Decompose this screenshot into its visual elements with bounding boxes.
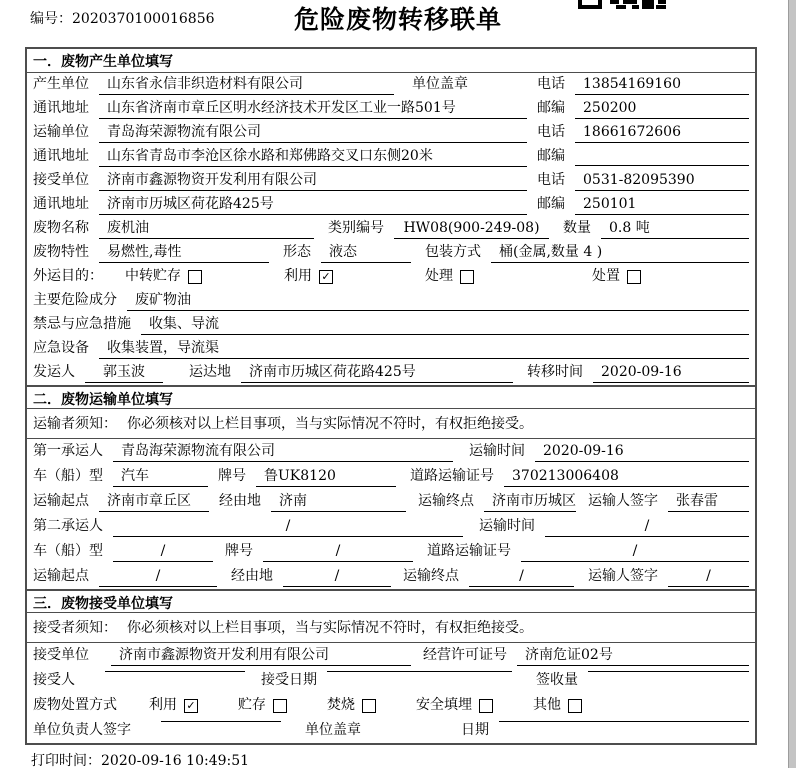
checkbox-checked-icon: ✓ [319, 270, 333, 284]
row-route1 [27, 489, 755, 514]
phone-label: 电话 [537, 124, 565, 140]
notice-text: 你必须核对以上栏目事项，当与实际情况不符时，有权拒绝接受。 [127, 620, 533, 636]
row-outbound-purpose [27, 265, 755, 289]
head-sign-value [161, 721, 281, 722]
permit2-value: / [521, 542, 749, 562]
checkbox-icon [460, 270, 474, 284]
option-label: 贮存 [238, 697, 266, 713]
section2-header: 二．废物运输单位填写 [27, 385, 755, 409]
option-transfer-storage [125, 267, 202, 286]
equipment-label: 应急设备 [33, 340, 89, 356]
row-receiver-address [27, 193, 755, 217]
quantity-label: 数量 [563, 220, 591, 236]
transporter-zip-value [575, 147, 749, 166]
phone-label: 电话 [537, 76, 565, 92]
transport-time2-value: / [545, 517, 749, 537]
license-label: 经营许可证号 [423, 647, 507, 663]
shipper-value: 郭玉波 [85, 363, 163, 383]
row-waste-property [27, 241, 755, 265]
disposal-label: 废物处置方式 [33, 697, 117, 713]
row-vehicle2 [27, 539, 755, 564]
origin-label: 运输起点 [33, 493, 89, 509]
option-label: 处置 [592, 268, 620, 284]
transporter-address-value: 山东省青岛市李沧区徐水路和郑佛路交叉口东侧20米 [99, 147, 527, 167]
vehicle2-value: / [113, 542, 213, 562]
phone-label: 电话 [537, 172, 565, 188]
accepting-unit-value: 济南市鑫源物资开发利用有限公司 [111, 646, 411, 666]
row-head-signature [27, 718, 755, 743]
quantity-value: 0.8 吨 [601, 219, 749, 239]
sign1-value: 张春雷 [668, 492, 749, 512]
unit-seal-label: 单位盖章 [305, 722, 361, 738]
via1-value: 济南 [271, 492, 406, 512]
section1-header: 一．废物产生单位填写 [27, 49, 755, 73]
address-label: 通讯地址 [33, 148, 89, 164]
print-time-value: 2020-09-16 10:49:51 [101, 753, 250, 769]
receiver-label: 接受单位 [33, 172, 89, 188]
row-disposal-method [27, 693, 755, 718]
option-label: 其他 [533, 697, 561, 713]
hazard-value: 废矿物油 [127, 291, 749, 311]
carrier2-label: 第二承运人 [33, 518, 103, 534]
producer-address-value: 山东省济南市章丘区明水经济技术开发区工业一路501号 [99, 99, 527, 119]
row-acceptor [27, 668, 755, 693]
sign2-value: / [668, 567, 749, 587]
terminus1-value: 济南市历城区 [484, 492, 576, 512]
producer-label: 产生单位 [33, 76, 89, 92]
origin-label: 运输起点 [33, 568, 89, 584]
option-label: 利用 [149, 697, 177, 713]
plate-label: 牌号 [218, 468, 246, 484]
hazardous-waste-transfer-form [25, 47, 757, 745]
row-transporter [27, 121, 755, 145]
form-label: 形态 [283, 244, 311, 260]
option-other [533, 696, 582, 715]
option-treat [425, 267, 474, 286]
checkbox-icon [362, 699, 376, 713]
notice-label: 运输者须知： [33, 416, 117, 432]
checkbox-icon [273, 699, 287, 713]
origin2-value: / [99, 567, 217, 587]
section3-header: 三．废物接受单位填写 [27, 589, 755, 613]
zip-label: 邮编 [537, 100, 565, 116]
transport-time-label: 运输时间 [479, 518, 535, 534]
producer-value: 山东省永信非织造材料有限公司 [99, 75, 394, 95]
terminus2-value: / [469, 567, 574, 587]
receiver-address-value: 济南市历城区荷花路425号 [99, 195, 527, 215]
plate-label: 牌号 [225, 543, 253, 559]
property-value: 易燃性,毒性 [99, 243, 269, 263]
acceptor-label: 接受人 [33, 672, 75, 688]
plate1-value: 鲁UK8120 [256, 467, 396, 487]
received-qty-value [588, 671, 749, 672]
option-label: 焚烧 [327, 697, 355, 713]
row-shipper [27, 361, 755, 385]
acceptor-value [105, 671, 245, 672]
transporter-phone-value: 18661672606 [575, 123, 749, 143]
print-time-line [31, 750, 249, 770]
transfer-date-label: 转移时间 [527, 364, 583, 380]
option-label: 利用 [284, 268, 312, 284]
date-label: 日期 [461, 722, 489, 738]
vehicle1-value: 汽车 [113, 467, 208, 487]
category-label: 类别编号 [328, 220, 384, 236]
carrier1-label: 第一承运人 [33, 443, 103, 459]
checkbox-icon [479, 699, 493, 713]
print-time-label: 打印时间： [31, 753, 101, 769]
option-utilize [284, 267, 333, 286]
row-emergency-equipment [27, 337, 755, 361]
option-dispose [592, 267, 641, 286]
row-accepting-unit [27, 643, 755, 668]
producer-phone-value: 13854169160 [575, 75, 749, 95]
carrier1-value: 青岛海荣源物流有限公司 [113, 442, 453, 462]
accept-date-label: 接受日期 [261, 672, 317, 688]
transporter-value: 青岛海荣源物流有限公司 [99, 123, 527, 143]
via2-value: / [283, 567, 391, 587]
checkbox-icon [568, 699, 582, 713]
date-value [499, 721, 749, 722]
equipment-value: 收集装置，导流渠 [99, 339, 749, 359]
permit1-value: 370213006408 [504, 467, 749, 487]
row-receiver-notice [27, 613, 755, 643]
terminus-label: 运输终点 [418, 493, 474, 509]
qr-code-fragment-icon [576, 0, 668, 11]
serial-label: 编号： [30, 11, 72, 27]
packaging-label: 包装方式 [425, 244, 481, 260]
checkbox-icon [627, 270, 641, 284]
road-permit-label: 道路运输证号 [410, 468, 494, 484]
transfer-date-value: 2020-09-16 [593, 363, 749, 383]
receiver-zip-value: 250101 [575, 195, 749, 215]
waste-name-label: 废物名称 [33, 220, 89, 236]
license-value: 济南危证02号 [517, 646, 749, 666]
option-utilize [149, 696, 198, 715]
producer-zip-value: 250200 [575, 99, 749, 119]
category-code-value: HW08(900-249-08) [394, 219, 549, 239]
row-carrier1 [27, 439, 755, 464]
purpose-label: 外运目的： [33, 268, 103, 284]
accepting-unit-label: 接受单位 [33, 647, 89, 663]
row-precautions [27, 313, 755, 337]
option-incinerate [327, 696, 376, 715]
head-sign-label: 单位负责人签字 [33, 722, 131, 738]
zip-label: 邮编 [537, 196, 565, 212]
option-store [238, 696, 287, 715]
zip-label: 邮编 [537, 148, 565, 164]
row-transporter-notice [27, 409, 755, 439]
notice-text: 你必须核对以上栏目事项，当与实际情况不符时，有权拒绝接受。 [127, 416, 533, 432]
vehicle-type-label: 车（船）型 [33, 543, 103, 559]
transporter-label: 运输单位 [33, 124, 89, 140]
row-carrier2 [27, 514, 755, 539]
vehicle-type-label: 车（船）型 [33, 468, 103, 484]
row-producer-address [27, 97, 755, 121]
property-label: 废物特性 [33, 244, 89, 260]
precaution-label: 禁忌与应急措施 [33, 316, 131, 332]
unit-seal-label: 单位盖章 [412, 76, 468, 92]
packaging-value: 桶(金属,数量 4 ) [491, 243, 749, 263]
via-label: 经由地 [219, 493, 261, 509]
form-value: 液态 [321, 243, 411, 263]
destination-label: 运达地 [189, 364, 231, 380]
origin1-value: 济南市章丘区 [99, 492, 209, 512]
row-receiver [27, 169, 755, 193]
address-label: 通讯地址 [33, 100, 89, 116]
option-landfill [416, 696, 493, 715]
road-permit-label: 道路运输证号 [427, 543, 511, 559]
option-label: 处理 [425, 268, 453, 284]
waste-name-value: 废机油 [99, 219, 314, 239]
terminus-label: 运输终点 [403, 568, 459, 584]
row-vehicle1 [27, 464, 755, 489]
carrier2-value: / [113, 517, 463, 537]
notice-label: 接受者须知： [33, 620, 117, 636]
option-label: 中转贮存 [125, 268, 181, 284]
transport-time1-value: 2020-09-16 [535, 442, 749, 462]
plate2-value: / [263, 542, 413, 562]
row-producer [27, 73, 755, 97]
receiver-phone-value: 0531-82095390 [575, 171, 749, 191]
row-route2 [27, 564, 755, 589]
checkbox-checked-icon: ✓ [184, 699, 198, 713]
transporter-sign-label: 运输人签字 [588, 568, 658, 584]
scrollbar-track[interactable] [788, 0, 796, 768]
precaution-value: 收集、导流 [141, 315, 749, 335]
row-transporter-address [27, 145, 755, 169]
accept-date-value [327, 671, 512, 672]
via-label: 经由地 [231, 568, 273, 584]
transporter-sign-label: 运输人签字 [588, 493, 658, 509]
row-hazard-components [27, 289, 755, 313]
page-title: 危险废物转移联单 [293, 5, 502, 34]
serial-value: 2020370100016856 [72, 11, 215, 27]
option-label: 安全填埋 [416, 697, 472, 713]
received-qty-label: 签收量 [536, 672, 578, 688]
address-label: 通讯地址 [33, 196, 89, 212]
receiver-value: 济南市鑫源物资开发利用有限公司 [99, 171, 527, 191]
checkbox-icon [188, 270, 202, 284]
row-waste-name [27, 217, 755, 241]
transport-time-label: 运输时间 [469, 443, 525, 459]
destination-value: 济南市历城区荷花路425号 [241, 363, 513, 383]
shipper-label: 发运人 [33, 364, 75, 380]
hazard-label: 主要危险成分 [33, 292, 117, 308]
